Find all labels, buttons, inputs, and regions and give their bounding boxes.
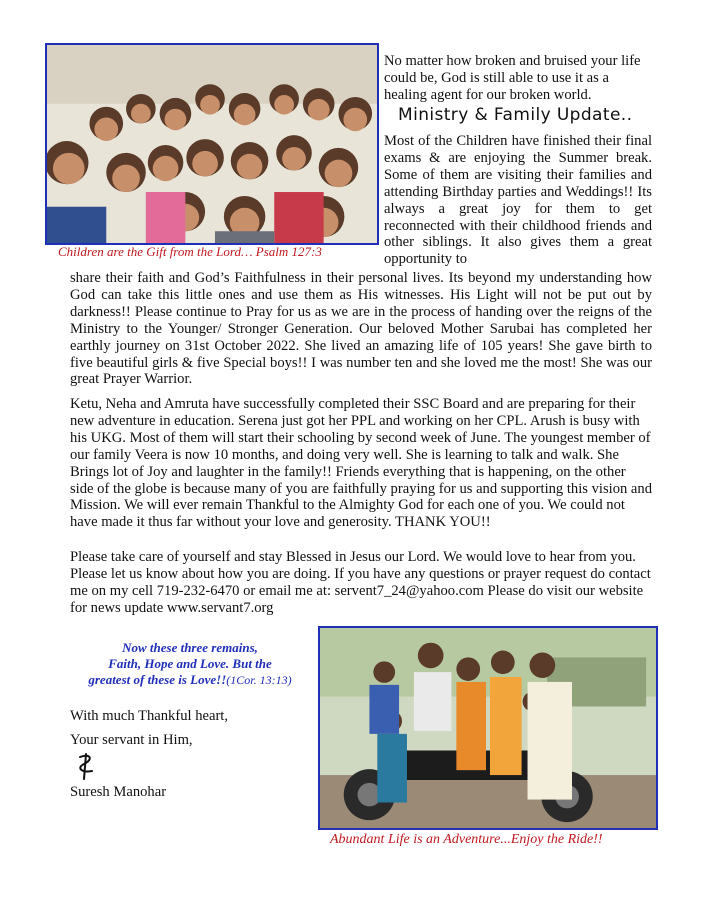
intro-paragraph: No matter how broken and bruised your life could be, God is still able to use it as a healing agent for our broken world. — [384, 53, 641, 103]
ministry-paragraph-right: Most of the Children have finished their final exams & are enjoying the Summer break. Some of them are visiting their families and attending Birthday parties and Weddings!! Its always a great joy for them to get reconnected with their childhood friends and other siblings. It also gives them a great opportunity to — [384, 133, 652, 268]
signature-name: Suresh Manohar — [70, 784, 167, 800]
verse-line-1: Now these three remains, — [122, 640, 258, 655]
children-photo-caption: Children are the Gift from the Lord… Psalm 127:3 — [58, 244, 322, 259]
verse-line-2: Faith, Hope and Love. But the — [108, 656, 272, 671]
family-paragraph: Ketu, Neha and Amruta have successfully completed their SSC Board and are preparing for their new adventure in education. Serena just got her PPL and working on her CPL. Arush is busy with his UKG. Most of them will start their schooling by second week of June. The youngest member of our family Veera is now 10 months, and doing very well. She is learning to talk and walk. She Brings lot of Joy and laughter in the family!! Friends everything that is happening, on the other side of the globe is because many of you are faithfully praying for us and supporting this vision and Mission. We will ever remain Thankful to the Almighty God for each one of you. We could not have made it thus far without your love and generosity. THANK YOU!! — [70, 396, 653, 531]
family-photo-caption: Abundant Life is an Adventure...Enjoy the Ride!! — [330, 832, 603, 847]
section-heading: Ministry & Family Update.. — [398, 105, 633, 125]
servant-line: Your servant in Him, — [70, 732, 193, 748]
family-photo-image — [320, 628, 656, 828]
children-photo-image — [47, 45, 377, 243]
bible-verse — [70, 640, 310, 688]
verse-reference: (1Cor. 13:13) — [226, 673, 292, 687]
verse-line-3-text: greatest of these is Love!! — [88, 672, 227, 687]
ministry-paragraph-continued: share their faith and God’s Faithfulness in their personal lives. Its beyond my understanding how God can take this little ones and use them as His witnesses. His Light will not be put out by darkness!! Please continue to Pray for us as we are in the process of handing over the reigns of the Ministry to the Younger/ Stronger Generation. Our beloved Mother Sarubai has completed her earthly journey on 31st October 2022. She lived an amazing life of 105 years! She gave birth to five beautiful girls & five Special boys!! I was number ten and she loved me the most! She was our great Prayer Warrior. — [70, 270, 652, 388]
handwritten-signature-mark — [72, 751, 102, 781]
family-motorcycle-photo — [318, 626, 658, 830]
children-group-photo — [45, 43, 379, 245]
contact-paragraph: Please take care of yourself and stay Blessed in Jesus our Lord. We would love to hear from you. Please let us know about how you are doing. If you have any questions or prayer request do contact me on my cell 719-232-6470 or email me at: servent7_24@yahoo.com Please do visit our website for news update www.servant7.org — [70, 549, 651, 616]
verse-line-3 — [70, 672, 310, 688]
closing-line: With much Thankful heart, — [70, 708, 229, 724]
